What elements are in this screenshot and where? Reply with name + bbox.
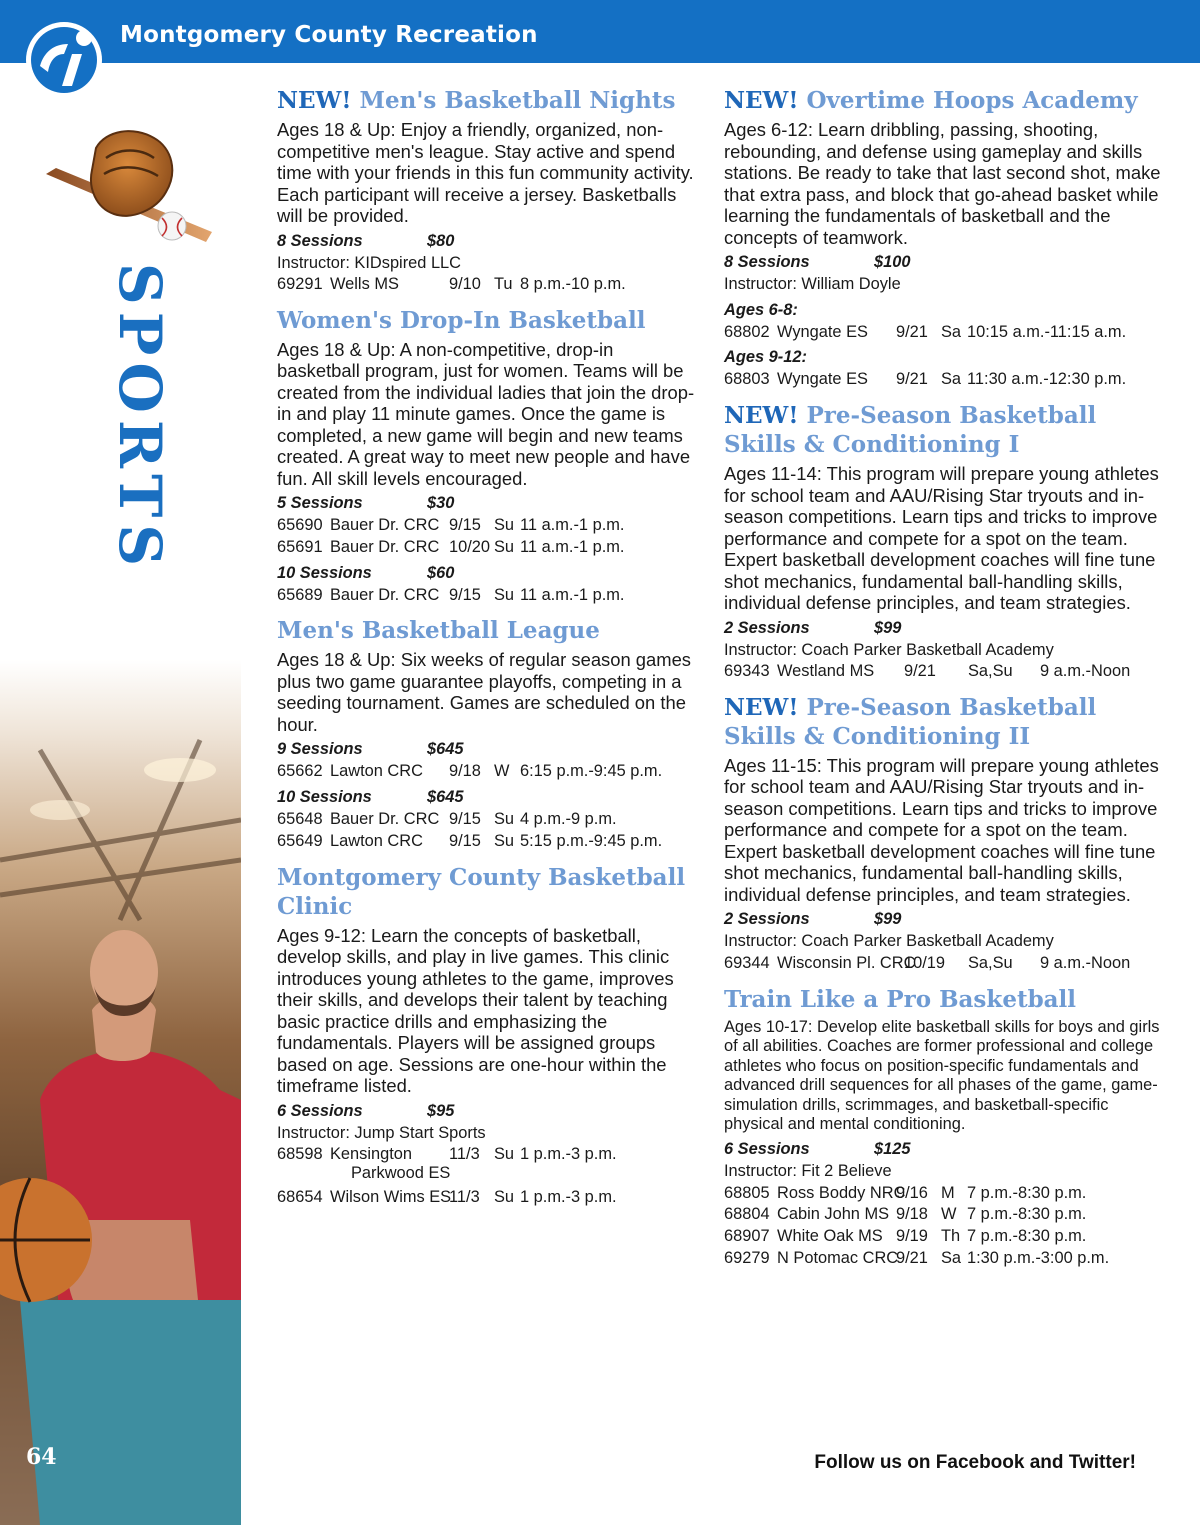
location-continued: Parkwood ES	[351, 1164, 451, 1183]
sessions-line	[724, 908, 1164, 931]
program-title-text: Train Like a Pro Basketball	[724, 985, 1077, 1013]
schedule-row	[277, 1144, 697, 1187]
day-of-week: Su	[494, 1145, 515, 1164]
start-date: 9/10	[449, 275, 481, 294]
course-code: 69291	[277, 275, 323, 294]
schedule-row	[277, 274, 697, 296]
course-code: 69343	[724, 662, 770, 681]
right-column	[724, 86, 1164, 1279]
session-price: $95	[427, 1101, 455, 1120]
program-title-text: Pre-Season Basketball Skills & Conditioning II	[724, 693, 1097, 750]
time-range: 7 p.m.-8:30 p.m.	[967, 1226, 1087, 1245]
course-code: 65691	[277, 538, 323, 557]
session-count: 8 Sessions	[724, 253, 810, 271]
program-description: Ages 11-15: This program will prepare young athletes for school team and AAU/Rising Star tryouts and in-season competitions. Learn tips and tricks to improve performance and compete for a spot on the team. Expert basketball development coaches will fine tune shot mechanics, fundamental ball-handling skills, individual defense principles, and team strategies.	[724, 754, 1159, 905]
day-of-week: Th	[941, 1226, 961, 1245]
schedule-row	[724, 1183, 1164, 1205]
day-of-week: Su	[494, 831, 515, 850]
session-count: 8 Sessions	[277, 231, 363, 250]
course-code: 65689	[277, 585, 323, 604]
program-listing	[724, 985, 1164, 1269]
course-code: 65662	[277, 762, 323, 781]
program-listing	[724, 86, 1164, 391]
schedule-row	[277, 537, 697, 559]
session-count: 2 Sessions	[724, 618, 810, 637]
session-price: $60	[427, 563, 455, 582]
schedule-row	[277, 515, 697, 537]
course-code: 69279	[724, 1248, 770, 1267]
time-range: 6:15 p.m.-9:45 p.m.	[520, 762, 663, 781]
program-listing	[724, 693, 1164, 975]
course-code: 68803	[724, 370, 770, 389]
course-code: 65649	[277, 831, 323, 850]
brand-title: Montgomery County Recreation	[120, 22, 538, 48]
start-date: 9/18	[896, 1205, 928, 1224]
course-code: 69344	[724, 954, 770, 973]
start-date: 9/21	[896, 370, 928, 389]
day-of-week: Tu	[494, 275, 513, 294]
page-number: 64	[26, 1444, 57, 1470]
program-title	[277, 863, 697, 921]
schedule-row	[724, 1248, 1164, 1270]
program-listing	[277, 616, 697, 852]
session-price: $80	[427, 231, 455, 250]
course-code: 68598	[277, 1145, 323, 1164]
schedule-row	[724, 1204, 1164, 1226]
rec-logo-icon	[24, 14, 108, 100]
schedule-row	[277, 761, 697, 783]
instructor-line: Instructor: William Doyle	[724, 275, 901, 293]
schedule-row	[724, 369, 1164, 391]
program-title-text: Montgomery County Basketball Clinic	[277, 863, 686, 920]
schedule-row	[277, 831, 697, 853]
time-range: 7 p.m.-8:30 p.m.	[967, 1183, 1087, 1202]
program-description: Ages 18 & Up: Enjoy a friendly, organized, non-competitive men's league. Stay active and spend time with your friends in this fun community activity. Each participant will receive a jersey. Basketballs will be provided.	[277, 119, 694, 226]
player-illustration	[0, 660, 241, 1525]
start-date: 11/3	[449, 1145, 480, 1164]
day-of-week: W	[494, 762, 510, 781]
sessions-line	[724, 617, 1164, 640]
day-of-week: Su	[494, 585, 515, 604]
program-description: Ages 18 & Up: Six weeks of regular season games plus two game guarantee playoffs, competing in a seeding tournament. Games are scheduled on the hour.	[277, 649, 692, 735]
sessions-line	[277, 738, 697, 761]
time-range: 11 a.m.-1 p.m.	[520, 516, 625, 535]
sessions-line	[724, 346, 1164, 369]
schedule-row	[277, 1187, 697, 1209]
basketball-player-photo	[0, 660, 241, 1525]
program-description: Ages 9-12: Learn the concepts of basketball, develop skills, and play in live games. This clinic introduces young athletes to the game, improves their skills, and develops their talent by teaching basic practice drills and emphasizing the fundamentals. Players will be assigned groups based on age. Sessions are one-hour within the timeframe listed.	[277, 924, 674, 1097]
location: Cabin John MS	[777, 1205, 890, 1224]
location: Wyngate ES	[777, 322, 868, 341]
schedule-row	[277, 585, 697, 607]
time-range: 9 a.m.-Noon	[1040, 662, 1131, 681]
start-date: 9/15	[449, 516, 481, 535]
program-title-text: Pre-Season Basketball Skills & Conditioning I	[724, 402, 1097, 459]
sessions-line	[724, 1138, 1164, 1161]
program-title	[724, 86, 1164, 115]
session-price: $100	[874, 253, 911, 271]
location: N Potomac CRC	[777, 1248, 899, 1267]
location: Wyngate ES	[777, 370, 868, 389]
time-range: 11 a.m.-1 p.m.	[520, 538, 625, 557]
course-code: 68804	[724, 1205, 770, 1224]
time-range: 1 p.m.-3 p.m.	[520, 1188, 617, 1207]
program-description: Ages 11-14: This program will prepare young athletes for school team and AAU/Rising Star tryouts and in-season competitions. Learn tips and tricks to improve performance and compete for a spot on the team. Expert basketball development coaches will fine tune shot mechanics, fundamental ball-handling skills, individual defense principles, and team strategies.	[724, 463, 1159, 614]
instructor-line: Instructor: Coach Parker Basketball Academy	[724, 932, 1054, 951]
location: Wisconsin Pl. CRC	[777, 954, 916, 973]
day-of-week: Sa,Su	[968, 954, 1013, 973]
time-range: 9 a.m.-Noon	[1040, 954, 1131, 973]
instructor-line: Instructor: Coach Parker Basketball Academy	[724, 640, 1054, 659]
start-date: 11/3	[449, 1188, 480, 1207]
location: Wells MS	[330, 275, 399, 294]
location: Bauer Dr. CRC	[330, 538, 440, 557]
session-count: Ages 6-8:	[724, 300, 798, 319]
location: Wilson Wims ES	[330, 1188, 452, 1207]
time-range: 7 p.m.-8:30 p.m.	[967, 1205, 1087, 1224]
location: Ross Boddy NRC	[777, 1183, 906, 1202]
start-date: 9/15	[449, 831, 481, 850]
location: Bauer Dr. CRC	[330, 516, 440, 535]
start-date: 9/21	[896, 322, 928, 341]
program-listing	[277, 863, 697, 1209]
course-code: 68654	[277, 1188, 323, 1207]
schedule-row	[724, 953, 1164, 975]
new-badge: NEW!	[724, 693, 799, 721]
day-of-week: Sa,Su	[968, 662, 1013, 681]
session-price: $99	[874, 910, 902, 929]
start-date: 9/16	[896, 1183, 928, 1202]
time-range: 5:15 p.m.-9:45 p.m.	[520, 831, 663, 850]
session-count: 6 Sessions	[724, 1139, 810, 1158]
session-count: 6 Sessions	[277, 1101, 363, 1120]
session-count: 10 Sessions	[277, 788, 372, 807]
session-count: 10 Sessions	[277, 563, 372, 582]
session-price: $645	[427, 740, 464, 759]
instructor-line: Instructor: Fit 2 Believe	[724, 1161, 892, 1180]
sessions-line	[277, 562, 697, 585]
start-date: 9/15	[449, 810, 481, 829]
sessions-line	[724, 251, 1164, 274]
location: Lawton CRC	[330, 762, 423, 781]
program-title-text: Women's Drop-In Basketball	[277, 306, 646, 334]
program-description: Ages 6-12: Learn dribbling, passing, shooting, rebounding, and defense using gameplay and skills stations. Be ready to take that last second shot, make that extra pass, and block that go-ahead basket while learning the fundamentals of basketball and the concepts of teamwork.	[724, 119, 1161, 248]
schedule-row	[724, 1226, 1164, 1248]
sessions-line	[277, 1100, 697, 1123]
day-of-week: W	[941, 1205, 957, 1224]
day-of-week: Sa	[941, 1248, 962, 1267]
start-date: 9/19	[896, 1226, 928, 1245]
new-badge: NEW!	[724, 87, 799, 114]
program-title-text: Overtime Hoops Academy	[806, 87, 1138, 114]
session-price: $645	[427, 788, 464, 807]
course-code: 68907	[724, 1226, 770, 1245]
program-description: Ages 10-17: Develop elite basketball skills for boys and girls of all abilities. Coaches are former professional and college athletes who focus on position-specific fundamentals and advanced drill sequences for all phases of the game, game-simulation drills, scrimmages, and basketball-specific physical and mental conditioning.	[724, 1017, 1160, 1134]
schedule-row	[724, 661, 1164, 683]
location: Westland MS	[777, 662, 875, 681]
time-range: 4 p.m.-9 p.m.	[520, 810, 617, 829]
program-title	[277, 86, 697, 115]
sessions-line	[277, 786, 697, 809]
program-title	[724, 401, 1164, 459]
program-title	[724, 693, 1164, 751]
baseball-glove-bat-image	[36, 128, 216, 248]
program-listing	[724, 401, 1164, 683]
session-price: $30	[427, 494, 455, 513]
time-range: 10:15 a.m.-11:15 a.m.	[967, 322, 1127, 341]
schedule-row	[277, 809, 697, 831]
new-badge: NEW!	[277, 87, 352, 114]
course-code: 68802	[724, 322, 770, 341]
session-count: Ages 9-12:	[724, 348, 807, 367]
location: Bauer Dr. CRC	[330, 810, 440, 829]
start-date: 10/19	[904, 954, 946, 973]
left-column	[277, 86, 697, 1219]
day-of-week: M	[941, 1183, 955, 1202]
time-range: 8 p.m.-10 p.m.	[520, 275, 626, 294]
session-count: 2 Sessions	[724, 910, 810, 929]
program-listing	[277, 86, 697, 296]
course-code: 65690	[277, 516, 323, 535]
session-count: 5 Sessions	[277, 494, 363, 513]
instructor-line: Instructor: Jump Start Sports	[277, 1123, 486, 1142]
section-label: SPORTS	[105, 262, 174, 573]
schedule-row	[724, 322, 1164, 344]
program-listing	[277, 306, 697, 607]
day-of-week: Sa	[941, 322, 962, 341]
session-price: $99	[874, 618, 902, 637]
sessions-line	[277, 492, 697, 515]
day-of-week: Su	[494, 516, 515, 535]
course-code: 65648	[277, 810, 323, 829]
location: White Oak MS	[777, 1226, 883, 1245]
program-description: Ages 18 & Up: A non-competitive, drop-in basketball program, just for women. Teams will be created from the individual ladies that join the drop-in and play 11 minute games. Once the game is completed, a new game will begin and new teams created. A great way to meet new people and have fun. All skill levels encouraged.	[277, 338, 695, 489]
day-of-week: Su	[494, 538, 515, 557]
program-title-text: Men's Basketball League	[277, 617, 600, 645]
program-title	[724, 985, 1164, 1014]
instructor-line: Instructor: KIDspired LLC	[277, 253, 462, 272]
location: Bauer Dr. CRC	[330, 585, 440, 604]
program-title-text: Men's Basketball Nights	[359, 87, 676, 114]
time-range: 11:30 a.m.-12:30 p.m.	[967, 370, 1127, 389]
location: Lawton CRC	[330, 831, 423, 850]
sessions-line	[724, 299, 1164, 322]
footer-social-text: Follow us on Facebook and Twitter!	[814, 1452, 1136, 1473]
time-range: 11 a.m.-1 p.m.	[520, 585, 625, 604]
program-title	[277, 616, 697, 645]
start-date: 9/21	[904, 662, 936, 681]
location: Kensington	[330, 1145, 413, 1164]
time-range: 1 p.m.-3 p.m.	[520, 1145, 617, 1164]
session-price: $125	[874, 1139, 911, 1158]
time-range: 1:30 p.m.-3:00 p.m.	[967, 1248, 1110, 1267]
new-badge: NEW!	[724, 402, 799, 430]
day-of-week: Sa	[941, 370, 962, 389]
start-date: 10/20	[449, 538, 491, 557]
start-date: 9/21	[896, 1248, 928, 1267]
start-date: 9/18	[449, 762, 481, 781]
day-of-week: Su	[494, 810, 515, 829]
course-code: 68805	[724, 1183, 770, 1202]
sessions-line	[277, 230, 697, 253]
start-date: 9/15	[449, 585, 481, 604]
program-title	[277, 306, 697, 335]
session-count: 9 Sessions	[277, 740, 363, 759]
day-of-week: Su	[494, 1188, 515, 1207]
